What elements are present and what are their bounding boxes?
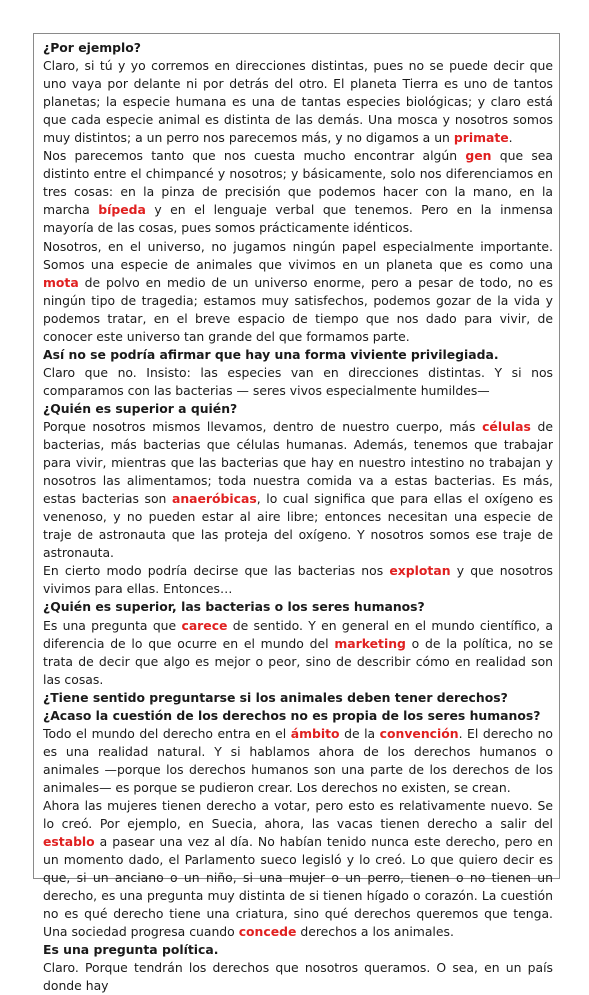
body-paragraph [43,797,553,941]
text-run: de bacterias, más bacterias que células humanas. Además, tenemos que trabajar para vivir, mientras que las bacterias que hay en nuestro intestino no trabajan y nosotros las alimentamos; toda nuestra comida va a estas bacterias. Es más, estas bacterias son [43,418,553,507]
text-run: de polvo en medio de un universo enorme, pero a pesar de todo, no es ningún tipo de tragedia; estamos muy satisfechos, podemos gozar de la vida y podemos tratar, en el breve espacio de tiempo que nos dado para vivir, de conocer este universo tan grande del que formamos parte. [43,274,553,344]
text-run: ¿Tiene sentido preguntarse si los animales deben tener derechos? ¿Acaso la cuestión de los derechos no es propia de los seres humanos? [43,689,541,723]
body-paragraph [43,959,553,995]
text-run: Claro que no. Insisto: las especies van en direcciones distintas. Y si nos comparamos con las bacterias — seres vivos especialmente humildes— [43,364,553,398]
keyword-highlight: anaeróbicas [171,491,257,507]
text-run: Así no se podría afirmar que hay una forma viviente privilegiada. [43,346,499,362]
body-paragraph [43,418,553,562]
text-run: que sea distinto entre el chimpancé y nosotros; y básicamente, solo nos diferenciamos en tres cosas: en la pinza de precisión que podemos hacer con la mano, en la marcha [43,148,553,218]
page-frame [33,33,560,994]
text-run: y en el lenguaje verbal que tenemos. Pero en la inmensa mayoría de las cosas, pues somos prácticamente idénticos. [43,202,553,236]
text-run: Nosotros, en el universo, no jugamos ningún papel especialmente importante. Somos una especie de animales que vivimos en un planeta que es como una [43,238,553,272]
text-run: Es una pregunta política. [43,942,219,958]
body-paragraph [43,147,553,237]
keyword-highlight: mota [43,274,79,290]
text-run: Ahora las mujeres tienen derecho a votar, pero esto es relativamente nuevo. Se lo creó. Por ejemplo, en Suecia, ahora, las vacas tienen derecho a salir del [43,797,553,832]
question-heading [43,39,553,57]
text-run: , lo cual significa que para ellas el oxígeno es venenoso, y no pueden estar al aire libre; entonces necesitan una especie de traje de astronauta que las proteja del oxígeno. Y nosotros somos ese traje de astronauta. [43,491,554,561]
text-run: o de la política, no se trata de decir que algo es mejor o peor, sino de describir cómo en realidad son las cosas. [43,635,553,687]
text-run: En cierto modo podría decirse que las bacterias nos [43,563,390,579]
text-run: . El derecho no es una realidad natural. Y si hablamos ahora de los derechos humanos o animales —porque los derechos humanos son una parte de los derechos de los animales— es porque se pudieron crear. Los derechos no existen, se crean. [43,725,553,795]
text-run: ¿Quién es superior a quién? [43,400,238,416]
text-run: y que nosotros vivimos para ellas. Entonces… [43,563,553,597]
question-heading [43,598,553,616]
question-heading [43,346,553,364]
text-run: de la [339,725,380,741]
keyword-highlight: bípeda [98,202,146,218]
keyword-highlight: marketing [334,635,406,651]
body-paragraph [43,57,553,147]
question-heading [43,400,553,418]
keyword-highlight: establo [43,834,95,850]
question-heading [43,941,553,959]
keyword-highlight: convención [379,725,459,741]
keyword-highlight: carece [181,617,228,633]
body-paragraph [43,725,553,797]
text-run: Claro, si tú y yo corremos en direcciones distintas, pues no se puede decir que uno vaya por delante ni por detrás del otro. El planeta Tierra es uno de tantos planetas; la especie humana es una de tantas especies biológicas; y claro está que cada especie animal es distinta de las demás. Una mosca y nosotros somos muy distintos; a un perro nos parecemos más, y no digamos a un [43,58,553,146]
keyword-highlight: explotan [389,563,451,579]
keyword-highlight: ámbito [290,725,340,741]
keyword-highlight: concede [238,924,297,940]
body-paragraph [43,238,553,346]
text-run: Nos parecemos tanto que nos cuesta mucho encontrar algún [43,148,466,164]
text-run: a pasear una vez al día. No habían tenido nunca este derecho, pero en un momento dado, el Parlamento sueco legisló y lo creó. Lo que quiero decir es que, si un anciano o un niño, si una mujer o un perro, tienen o no tienen un derecho, es una pregunta muy distinta de si tienen hígado o corazón. La cuestión no es qué derecho tiene una criatura, sino qué derechos queremos que tenga. Una sociedad progresa cuando [43,834,553,940]
question-heading [43,689,553,725]
keyword-highlight: gen [465,148,492,164]
keyword-highlight: células [482,418,531,434]
text-run: derechos a los animales. [296,924,454,940]
body-paragraph [43,562,553,598]
document-body [43,39,553,995]
text-run: Todo el mundo del derecho entra en el [43,725,291,741]
body-paragraph [43,617,553,689]
keyword-highlight: primate [453,130,509,146]
text-run: . [508,130,513,146]
text-run: Porque nosotros mismos llevamos, dentro de nuestro cuerpo, más [43,418,483,434]
text-run: Claro. Porque tendrán los derechos que nosotros queramos. O sea, en un país donde hay [43,960,553,994]
text-run: Es una pregunta que [43,617,182,633]
text-run: ¿Quién es superior, las bacterias o los seres humanos? [43,599,425,615]
text-run: de sentido. Y en general en el mundo científico, a diferencia de lo que ocurre en el mundo del [43,617,553,651]
text-run: ¿Por ejemplo? [43,40,141,55]
body-paragraph [43,364,553,400]
